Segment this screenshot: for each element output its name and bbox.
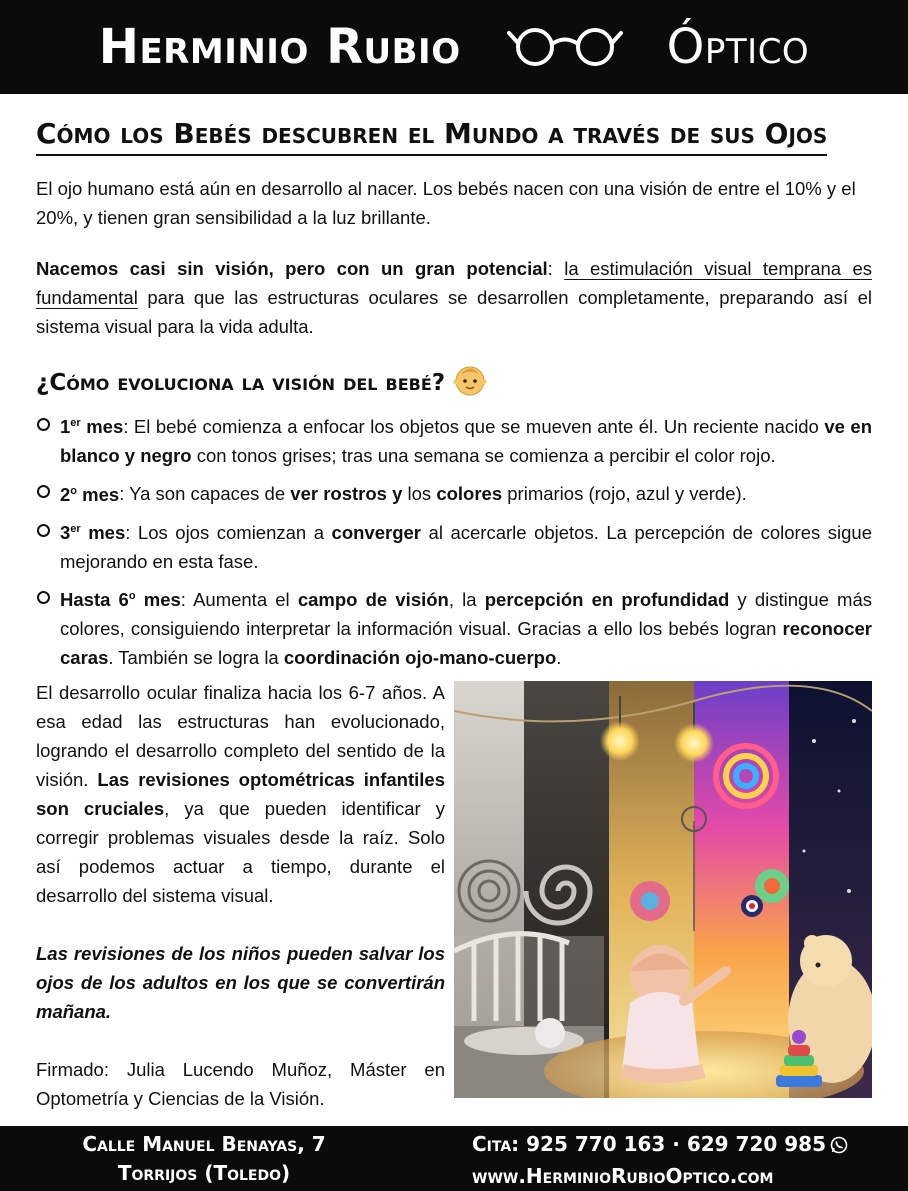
eyeglasses-icon <box>507 23 623 72</box>
header <box>0 0 908 94</box>
circle-bullet-icon <box>37 591 50 604</box>
article <box>36 112 872 678</box>
signature: Firmado: Julia Lucendo Muñoz, Máster en Optometría y Ciencias de la Visión. <box>36 1059 445 1109</box>
bottom-section <box>36 678 872 1108</box>
potential-sep: : <box>547 258 565 280</box>
circle-bullet-icon <box>37 524 50 537</box>
address-line1: Calle Manuel Benayas, 7 <box>82 1132 326 1156</box>
address-line2: Torrijos (Toledo) <box>117 1161 291 1185</box>
stage-label: Hasta 6$^o$ mes <box>60 588 181 610</box>
left-column <box>36 678 445 1113</box>
footer <box>0 1126 908 1191</box>
article-title: Cómo los Bebés descubren el Mundo a través de sus Ojos <box>36 118 827 156</box>
stage-label: 2$^o$ mes <box>60 483 120 505</box>
contact <box>472 1130 848 1191</box>
stage-label: 1er mes <box>60 416 124 438</box>
quote: Las revisiones de los niños pueden salvar los ojos de los adultos en los que se convertirán mañana. <box>36 943 445 1022</box>
address <box>68 1130 340 1188</box>
list-item: 1er mes: El bebé comienza a enfocar los objetos que se mueven ante él. Un reciente nacido ve en blanco y negro con tonos grises; tras una semana se comienza a percibir el color rojo. <box>36 409 872 470</box>
list-item: 3er mes: Los ojos comienzan a converger al acercarle objetos. La percepción de colores sigue mejorando en esta fase. <box>36 515 872 576</box>
baby-face-icon <box>453 363 487 403</box>
potential-rest: para que las estructuras oculares se desarrollen completamente, preparando así el sistema visual para la vida adulta. <box>36 287 872 338</box>
stages-list <box>36 409 872 672</box>
potential-underlined: la estimulación visual temprana es fundamental <box>36 258 873 309</box>
whatsapp-icon <box>830 1133 848 1162</box>
website-link[interactable]: www.HerminioRubioOptico.com <box>472 1164 774 1188</box>
brand-suffix: Óptico <box>666 19 810 75</box>
potential-bold: Nacemos casi sin visión, pero con un gran potencial <box>36 258 548 280</box>
baby-illustration <box>454 681 872 1098</box>
brand-name: Herminio Rubio <box>98 19 461 75</box>
development-paragraph: El desarrollo ocular finaliza hacia los 6-7 años. A esa edad las estructuras han evolucionado, logrando el desarrollo completo del sentido de la visión. Las revisiones optométricas infantiles son cruciales, ya que pueden identificar y corregir problemas visuales desde la raíz. Solo así podemos actuar a tiempo, durante el desarrollo del sistema visual. <box>36 682 446 906</box>
section-title: ¿Cómo evoluciona la visión del bebé? <box>36 370 446 397</box>
circle-bullet-icon <box>37 418 50 431</box>
list-item: Hasta 6$^o$ mes: Aumenta el campo de visión, la percepción en profundidad y distingue más colores, consiguiendo interpretar la información visual. Gracias a ello los bebés logran reconocer caras. También se logra la coordinación ojo-mano-cuerpo. <box>36 582 872 672</box>
stage-label: 3er mes <box>60 521 126 543</box>
phone-line <box>472 1130 848 1162</box>
phone-text: Cita: 925 770 163 · 629 720 985 <box>472 1132 827 1156</box>
list-item: 2$^o$ mes: Ya son capaces de ver rostros y los colores primarios (rojo, azul y verde). <box>36 476 872 508</box>
intro-paragraph: El ojo humano está aún en desarrollo al nacer. Los bebés nacen con una visión de entre el 10% y el 20%, y tienen gran sensibilidad a la luz brillante. <box>36 178 856 229</box>
section-heading <box>36 363 872 403</box>
potential-paragraph <box>36 254 872 341</box>
circle-bullet-icon <box>37 485 50 498</box>
